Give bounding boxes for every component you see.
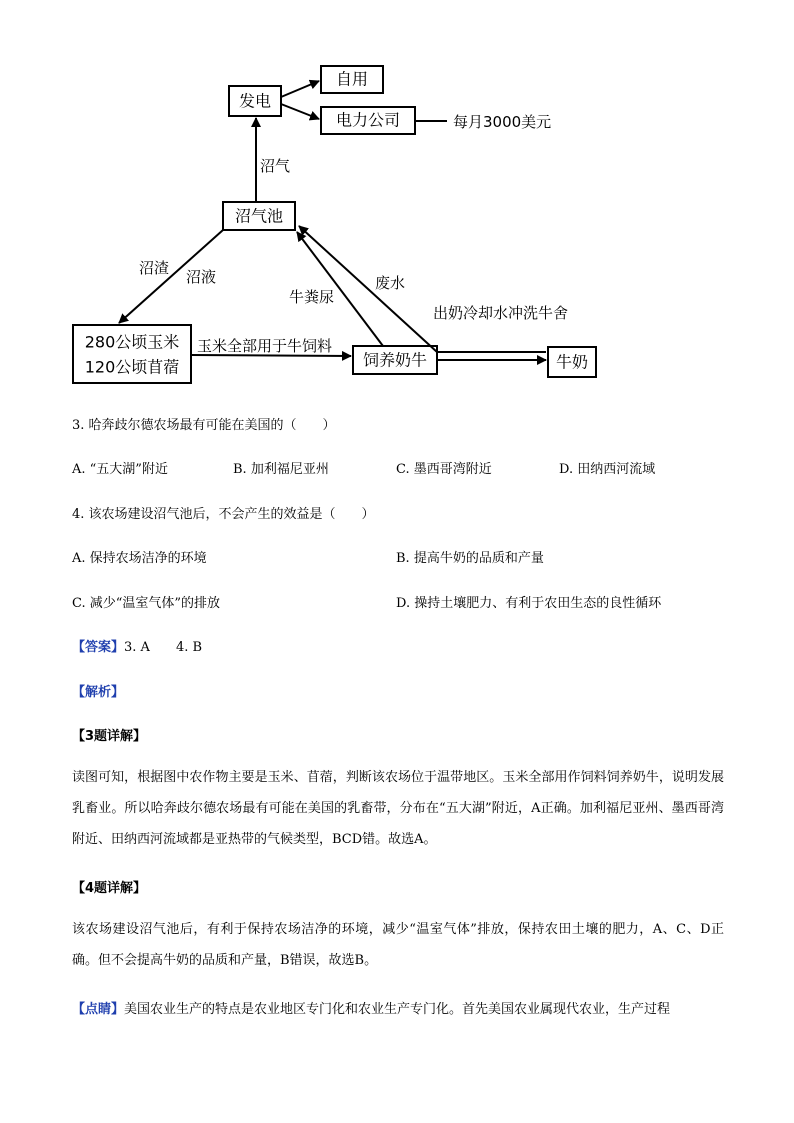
label-liquid: 沼液 — [186, 268, 217, 286]
arrow-crops-to-cows — [191, 355, 351, 356]
svg-text:饲养奶牛: 饲养奶牛 — [362, 350, 428, 370]
answer-text: 3. A 4. B — [124, 640, 203, 655]
q4-option-c: C. 减少“温室气体”的排放 — [72, 596, 221, 611]
q3-option-b: B. 加利福尼亚州 — [233, 462, 329, 477]
label-residue: 沼渣 — [139, 259, 170, 277]
svg-text:沼气池: 沼气池 — [234, 206, 284, 226]
question-3-stem: 3. 哈奔歧尔德农场最有可能在美国的（ ） — [72, 418, 336, 433]
node-power — [229, 86, 281, 116]
note-line — [72, 998, 670, 1017]
note-text: 美国农业生产的特点是农业地区专门化和农业生产专门化。首先美国农业属现代农业，生产过程 — [124, 1002, 671, 1017]
label-manure: 牛粪尿 — [289, 288, 335, 306]
q3-option-a: A. “五大湖”附近 — [72, 462, 168, 477]
detail-4-text: 该农场建设沼气池后，有利于保持农场洁净的环境，减少“温室气体”排放，保持农田土壤的肥力，A、C、D正确。但不会提高牛奶的品质和产量，B错误，故选B。 — [72, 922, 724, 968]
svg-text:自用: 自用 — [335, 69, 369, 89]
node-crops — [73, 325, 191, 383]
q3-option-c: C. 墨西哥湾附近 — [396, 462, 492, 477]
label-cooling-water: 出奶冷却水冲洗牛舍 — [433, 304, 569, 322]
note-tag: 【点睛】 — [72, 1002, 125, 1017]
node-dairy-cows — [353, 346, 437, 374]
arrow-power-selfuse — [281, 81, 319, 97]
detail-3-text: 读图可知，根据图中农作物主要是玉米、苜蓿，判断该农场位于温带地区。玉米全部用作饲料饲养奶牛，说明发展乳畜业。所以哈奔歧尔德农场最有可能在美国的乳畜带，分布在“五大湖”附近，A正确。加利福尼亚州、墨西哥湾附近、田纳西河流域都是亚热带的气候类型，BCD错。故选A。 — [72, 770, 724, 847]
svg-text:牛奶: 牛奶 — [555, 352, 589, 372]
arrow-power-company — [281, 104, 319, 119]
label-corn-feed: 玉米全部用于牛饲料 — [197, 337, 333, 355]
node-biogas-pit — [223, 202, 295, 230]
analysis-heading — [72, 681, 124, 700]
q4-option-a: A. 保持农场洁净的环境 — [72, 551, 207, 566]
q4-option-d: D. 操持土壤肥力、有利于农田生态的良性循环 — [396, 596, 662, 611]
node-self-use — [321, 66, 383, 93]
detail-3-tag: 【3题详解】 — [72, 729, 147, 744]
label-wastewater: 废水 — [375, 274, 406, 292]
answer-tag: 【答案】 — [72, 640, 125, 655]
q4-option-b: B. 提高牛奶的品质和产量 — [396, 551, 544, 566]
answer-line — [72, 636, 202, 655]
detail-4-tag: 【4题详解】 — [72, 881, 147, 896]
farm-flow-diagram — [0, 0, 794, 400]
question-4-stem: 4. 该农场建设沼气池后，不会产生的效益是（ ） — [72, 507, 375, 522]
analysis-tag: 【解析】 — [72, 685, 125, 700]
node-milk — [548, 347, 596, 377]
label-monthly-income: 每月3000美元 — [453, 113, 552, 131]
label-biogas: 沼气 — [260, 157, 291, 175]
svg-text:120公顷苜蓿: 120公顷苜蓿 — [84, 357, 180, 377]
svg-text:280公顷玉米: 280公顷玉米 — [84, 332, 180, 352]
detail-4-heading — [72, 877, 146, 896]
svg-text:发电: 发电 — [238, 91, 272, 111]
node-power-company — [321, 107, 415, 134]
detail-3-heading — [72, 725, 146, 744]
q3-option-d: D. 田纳西河流域 — [559, 462, 656, 477]
svg-text:电力公司: 电力公司 — [335, 110, 401, 130]
